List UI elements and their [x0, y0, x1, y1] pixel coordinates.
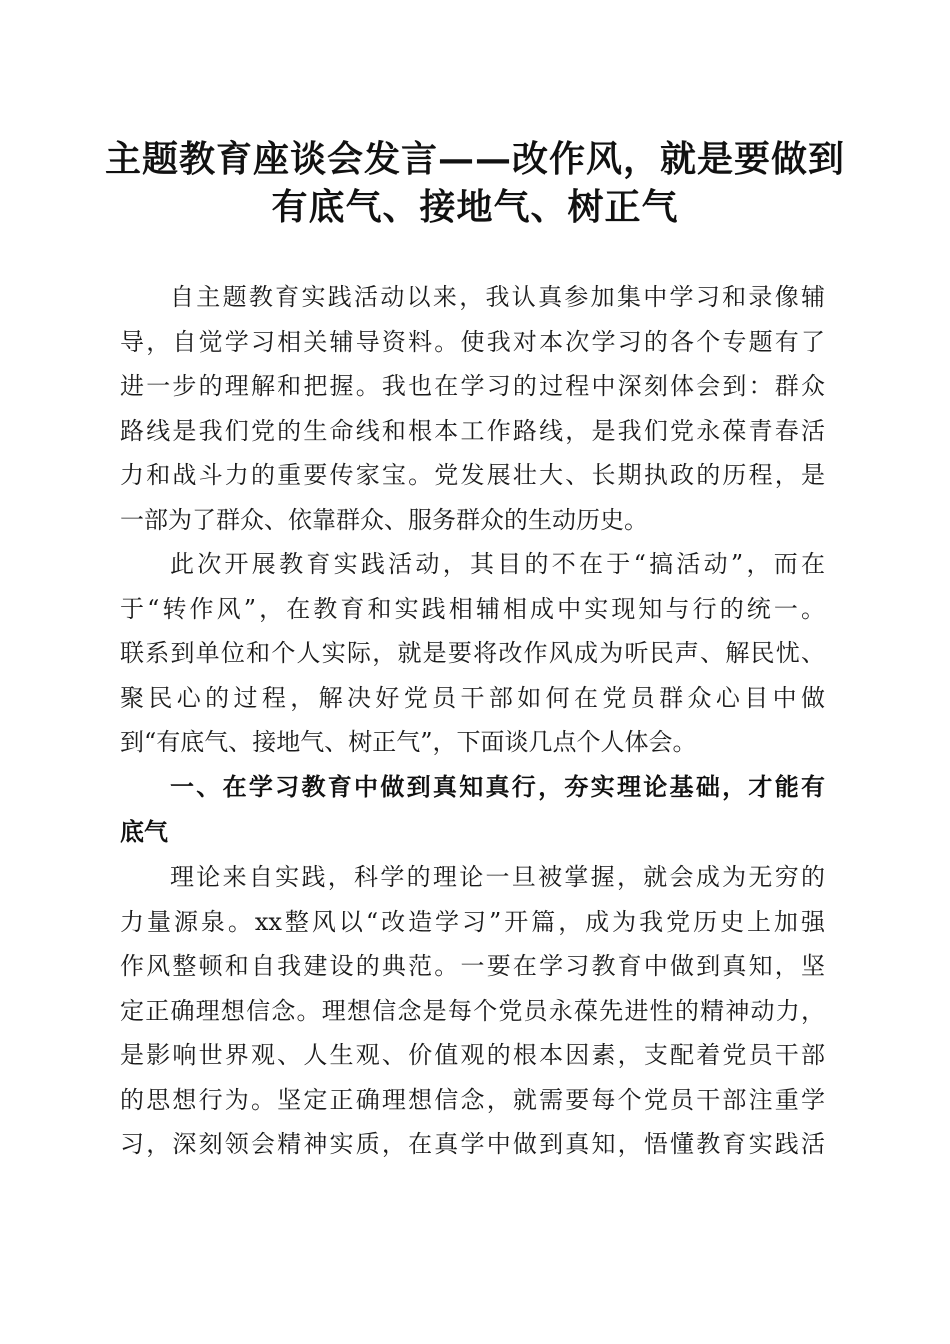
- section-heading-line: 一、在学习教育中做到真知真行，夯实理论基础，才能有: [170, 773, 825, 801]
- paragraph-line: 路线是我们党的生命线和根本工作路线，是我们党永葆青春活: [120, 416, 825, 445]
- paragraph-line: 聚民心的过程，解决好党员干部如何在党员群众心目中做: [120, 683, 825, 712]
- paragraph-line: 于“转作风”，在教育和实践相辅相成中实现知与行的统一。: [120, 594, 825, 623]
- paragraph-line: 习，深刻领会精神实质，在真学中做到真知，悟懂教育实践活: [120, 1130, 825, 1158]
- paragraph-line: 力和战斗力的重要传家宝。党发展壮大、长期执政的历程，是: [120, 461, 825, 489]
- paragraph-line: 作风整顿和自我建设的典范。一要在学习教育中做到真知，坚: [120, 952, 825, 980]
- paragraph-line: 的思想行为。坚定正确理想信念，就需要每个党员干部注重学: [120, 1085, 825, 1114]
- paragraph-line: 导，自觉学习相关辅导资料。使我对本次学习的各个专题有了: [120, 327, 825, 356]
- paragraph-line: 定正确理想信念。理想信念是每个党员永葆先进性的精神动力，: [120, 996, 825, 1025]
- paragraph-line: 自主题教育实践活动以来，我认真参加集中学习和录像辅: [170, 283, 825, 311]
- paragraph-line: 理论来自实践，科学的理论一旦被掌握，就会成为无穷的: [170, 863, 825, 891]
- document-title-line-1: 主题教育座谈会发言——改作风，就是要做到: [104, 138, 845, 180]
- paragraph-line: 一部为了群众、依靠群众、服务群众的生动历史。: [120, 505, 648, 534]
- paragraph-line: 进一步的理解和把握。我也在学习的过程中深刻体会到：群众: [120, 372, 825, 400]
- document-title-line-2: 有底气、接地气、树正气: [271, 186, 679, 228]
- paragraph-line: 是影响世界观、人生观、价值观的根本因素，支配着党员干部: [120, 1041, 825, 1069]
- paragraph-line: 到“有底气、接地气、树正气”，下面谈几点个人体会。: [120, 728, 697, 756]
- paragraph-line: 此次开展教育实践活动，其目的不在于“搞活动”，而在: [170, 550, 825, 578]
- section-heading-line: 底气: [120, 817, 168, 846]
- paragraph-line: 联系到单位和个人实际，就是要将改作风成为听民声、解民忧、: [120, 639, 825, 667]
- paragraph-line: 力量源泉。xx整风以“改造学习”开篇，成为我党历史上加强: [120, 907, 825, 936]
